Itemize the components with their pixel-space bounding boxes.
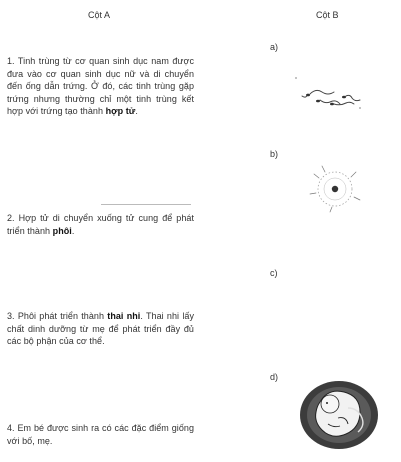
option-a-label: a) xyxy=(270,42,279,52)
divider-line xyxy=(101,204,191,205)
item-1-tail: . xyxy=(135,106,138,117)
item-1-text: 1. Tinh trùng từ cơ quan sinh dục nam được đưa vào cơ quan sinh dục nữ và di chuyển đến ống dẫn trứng. Ở đó, các tinh trùng gặp trứng nhưng thường chỉ một tinh trùng kết hợp với trứng tạo thành xyxy=(7,56,194,117)
option-c-label: c) xyxy=(270,268,278,278)
column-b-header: Cột B xyxy=(316,10,339,20)
item-3-tail: . Thai nhi lấy chất dinh dưỡng từ mẹ để phát triển đầy đủ các bộ phận của cơ thể. xyxy=(7,311,194,347)
item-2-keyword: phôi xyxy=(52,225,72,236)
item-2-text: 2. Hợp tử di chuyển xuống tử cung để phát triển thành xyxy=(7,213,194,236)
sperm-swimming-image xyxy=(290,70,370,112)
egg-with-sperm-image xyxy=(300,160,368,218)
item-2-tail: . xyxy=(71,225,75,236)
item-1-keyword: hợp tử xyxy=(105,106,136,117)
option-d-label: d) xyxy=(270,372,279,382)
item-3-keyword: thai nhi xyxy=(107,311,141,321)
item-3 xyxy=(7,310,194,348)
item-4 xyxy=(7,422,194,447)
item-1 xyxy=(7,55,194,118)
option-b-label: b) xyxy=(270,149,279,159)
item-2 xyxy=(7,212,194,237)
column-a-header: Cột A xyxy=(88,10,111,20)
fetus-in-womb-image xyxy=(298,378,380,450)
item-3-text: 3. Phôi phát triển thành xyxy=(7,311,108,321)
item-4-text: 4. Em bé được sinh ra có các đặc điểm giống với bố, mẹ. xyxy=(7,423,194,446)
